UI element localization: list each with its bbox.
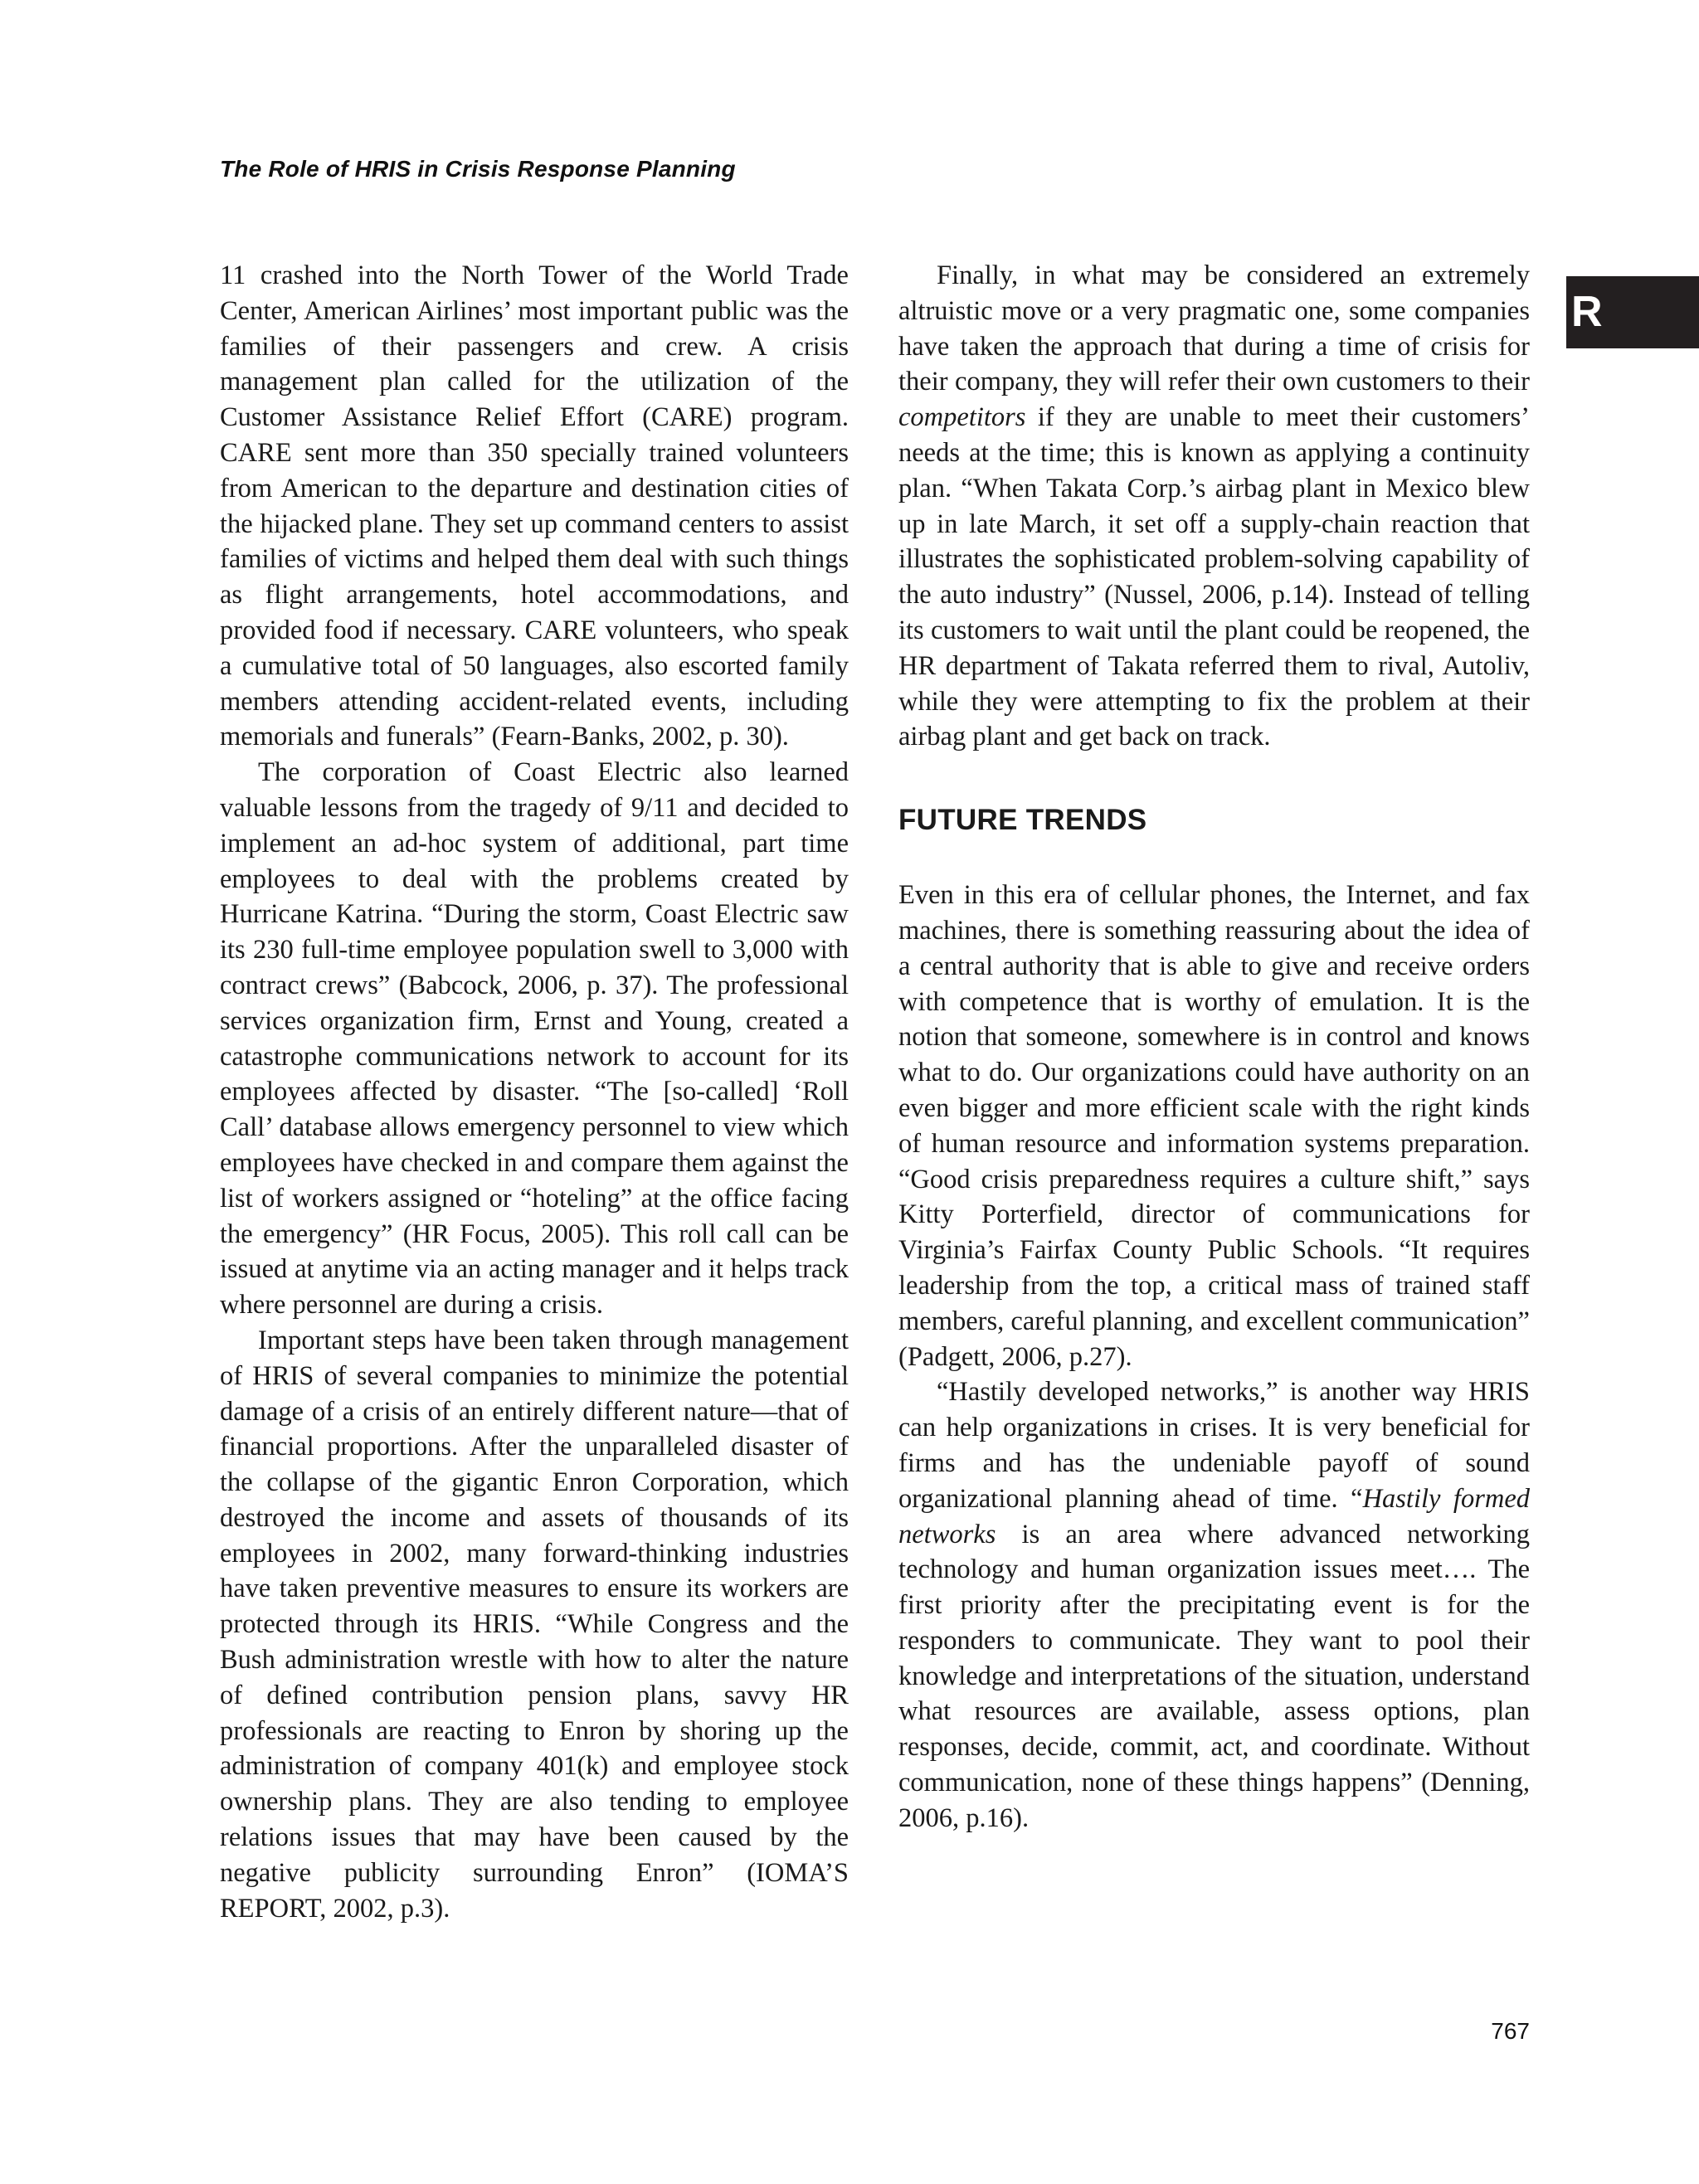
paragraph-text: is an area where advanced networking technology and human organization issues meet…. The first priority after the precipitating event is for the responders to communicate. They want to pool their knowledge and interpretations of the situation, understand what resources are available, assess options, plan responses, decide, commit, act, and coordinate. Without communication, none of these things happens” (Denning, 2006, p.16). bbox=[898, 1519, 1530, 1833]
body-paragraph bbox=[898, 258, 1530, 755]
section-heading: FUTURE TRENDS bbox=[898, 804, 1147, 837]
thumb-index-tab bbox=[1566, 276, 1699, 348]
emphasized-text: Hastily formed networks bbox=[898, 1483, 1530, 1549]
emphasized-text: competitors bbox=[898, 402, 1026, 433]
body-paragraph bbox=[898, 1374, 1530, 1836]
body-paragraph: Important steps have been taken through management of HRIS of several companies to minimize the potential damage of a crisis of an entirely different nature—that of financial proportions. After the unparalleled disaster of the collapse of the gigantic Enron Corporation, which destroyed the income and assets of thousands of its employees in 2002, many forward-thinking industries have taken preventive measures to ensure its workers are protected through its HRIS. “While Congress and the Bush administration wrestle with how to alter the nature of defined contribution pension plans, savvy HR professionals are reacting to Enron by shoring up the administration of company 401(k) and employee stock ownership plans. They are also tending to employee relations issues that may have been caused by the negative publicity surrounding Enron” (IOMA’S REPORT, 2002, p.3). bbox=[220, 1325, 849, 1924]
body-paragraph: Even in this era of cellular phones, the Internet, and fax machines, there is something reassuring about the idea of a central authority that is able to give and receive orders with competence that is worthy of emulation. It is the notion that someone, somewhere is in control and knows what to do. Our organizations could have authority on an even bigger and more efficient scale with the right kinds of human resource and information systems preparation. “Good crisis preparedness requires a culture shift,” says Kitty Porterfield, director of communications for Virginia’s Fairfax County Public Schools. “It requires leadership from the top, a critical mass of trained staff members, careful planning, and excellent communication” (Padgett, 2006, p.27). bbox=[898, 880, 1530, 1372]
paragraph-text: Finally, in what may be considered an extremely altruistic move or a very pragmatic one, some companies have taken the approach that during a time of crisis for their company, they will refer their own customers to their bbox=[898, 260, 1530, 397]
thumb-tab-letter: R bbox=[1571, 288, 1603, 336]
left-column bbox=[220, 258, 849, 1926]
page-number: 767 bbox=[1491, 2018, 1530, 2044]
paragraph-text: “Hastily developed networks,” is another way HRIS can help organizations in crises. It is very beneficial for firms and has the undeniable payoff of sound organizational planning ahead of time. “ bbox=[898, 1377, 1530, 1514]
body-paragraph: The corporation of Coast Electric also learned valuable lessons from the tragedy of 9/11 and decided to implement an ad-hoc system of additional, part time employees to deal with the problems created by Hurricane Katrina. “During the storm, Coast Electric saw its 230 full-time employee population swell to 3,000 with contract crews” (Babcock, 2006, p. 37). The professional services organization firm, Ernst and Young, created a catastrophe communications network to account for its employees affected by disaster. “The [so-called] ‘Roll Call’ database allows emergency personnel to view which employees have checked in and compare them against the list of workers assigned or “hoteling” at the office facing the emergency” (HR Focus, 2005). This roll call can be issued at anytime via an acting manager and it helps track where personnel are during a crisis. bbox=[220, 757, 849, 1321]
right-column bbox=[898, 258, 1530, 1836]
running-head: The Role of HRIS in Crisis Response Planning bbox=[220, 156, 736, 182]
body-paragraph: 11 crashed into the North Tower of the World Trade Center, American Airlines’ most important public was the families of their passengers and crew. A crisis management plan called for the utilization of the Customer Assistance Relief Effort (CARE) program. CARE sent more than 350 specially trained volunteers from American to the departure and destination cities of the hijacked plane. They set up command centers to assist families of victims and helped them deal with such things as flight arrangements, hotel accommodations, and provided food if necessary. CARE volunteers, who speak a cumulative total of 50 languages, also escorted family members attending accident-related events, including memorials and funerals” (Fearn-Banks, 2002, p. 30). bbox=[220, 260, 849, 752]
paragraph-text: if they are unable to meet their customers’ needs at the time; this is known as applying a continuity plan. “When Takata Corp.’s airbag plant in Mexico blew up in late March, it set off a supply-chain reaction that illustrates the sophisticated problem-solving capability of the auto industry” (Nussel, 2006, p.14). Instead of telling its customers to wait until the plant could be reopened, the HR department of Takata referred them to rival, Autoliv, while they were attempting to fix the problem at their airbag plant and get back on track. bbox=[898, 402, 1530, 752]
